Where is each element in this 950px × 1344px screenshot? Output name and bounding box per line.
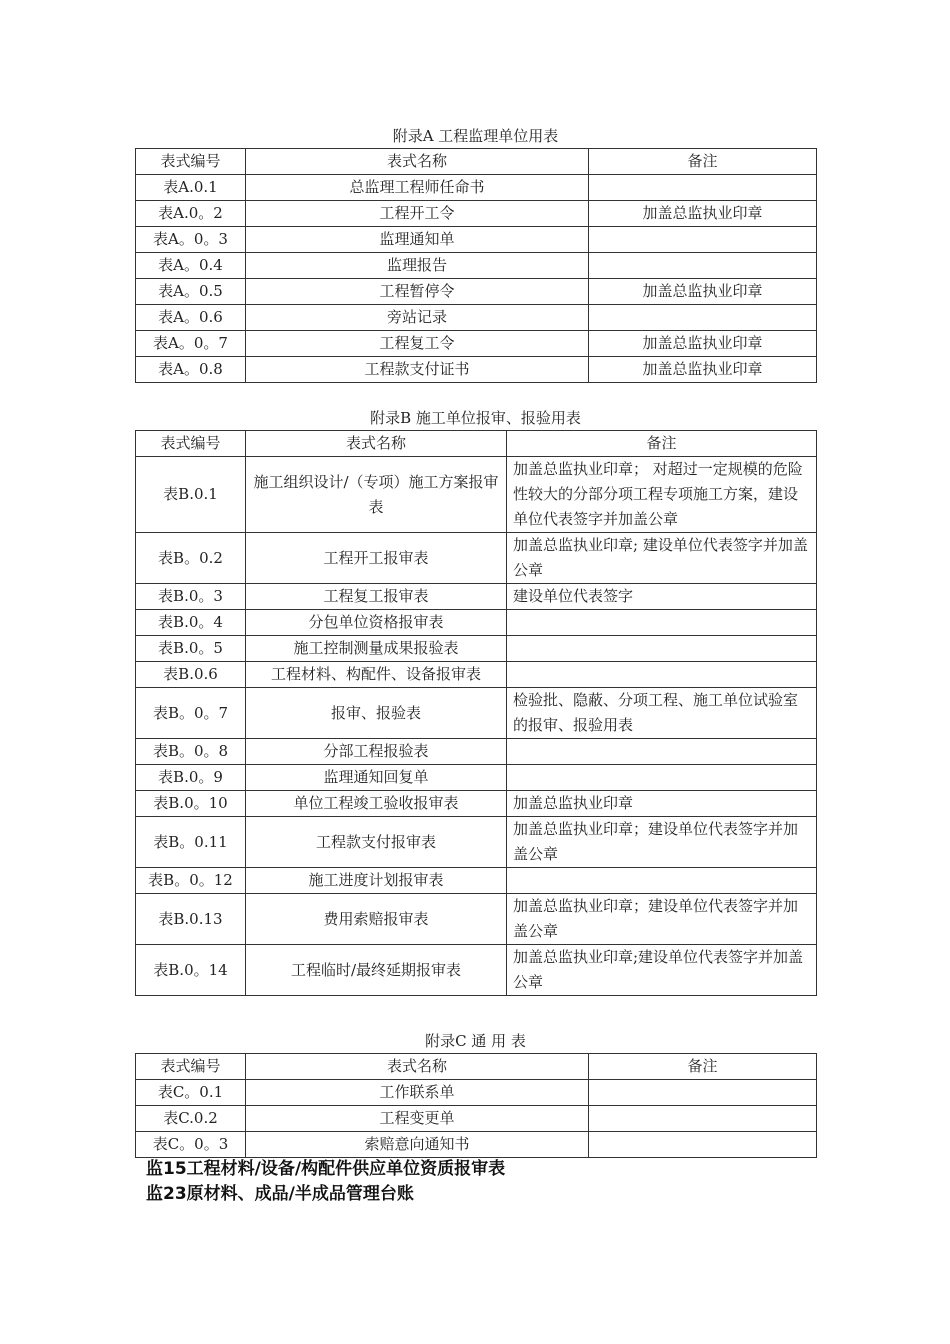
cell-name: 施工控制测量成果报验表 — [246, 636, 507, 662]
cell-code: 表B。0。7 — [136, 688, 246, 739]
cell-name: 工程款支付报审表 — [246, 817, 507, 868]
col-header-name: 表式名称 — [246, 431, 507, 457]
cell-name: 费用索赔报审表 — [246, 894, 507, 945]
cell-name: 工程临时/最终延期报审表 — [246, 945, 507, 996]
table-row — [136, 533, 817, 584]
col-header-note: 备注 — [589, 1054, 817, 1080]
footer-line-1: 监15工程材料/设备/构配件供应单位资质报审表 — [146, 1159, 506, 1179]
cell-note — [589, 1080, 817, 1106]
table-row — [136, 457, 817, 533]
cell-code: 表B.0。9 — [136, 765, 246, 791]
cell-note: 加盖总监执业印章； 对超过一定规模的危险性较大的分部分项工程专项施工方案，建设单位代表签字并加盖公章 — [507, 457, 817, 533]
cell-name: 工作联系单 — [246, 1080, 589, 1106]
cell-code: 表A。0.6 — [136, 305, 246, 331]
col-header-code: 表式编号 — [136, 431, 246, 457]
table-row — [136, 175, 817, 201]
table-header-row — [136, 1054, 817, 1080]
cell-name: 工程材料、构配件、设备报审表 — [246, 662, 507, 688]
cell-name: 报审、报验表 — [246, 688, 507, 739]
table-row — [136, 662, 817, 688]
cell-note — [589, 1132, 817, 1158]
table-row — [136, 765, 817, 791]
cell-name: 工程复工报审表 — [246, 584, 507, 610]
col-header-code: 表式编号 — [136, 1054, 246, 1080]
table-row — [136, 1080, 817, 1106]
cell-code: 表C.0.2 — [136, 1106, 246, 1132]
cell-name: 旁站记录 — [246, 305, 589, 331]
cell-code: 表B.0。14 — [136, 945, 246, 996]
table-header-row — [136, 149, 817, 175]
cell-name: 施工进度计划报审表 — [246, 868, 507, 894]
cell-name: 工程复工令 — [246, 331, 589, 357]
appendix-b — [135, 408, 816, 996]
cell-code: 表B.0.13 — [136, 894, 246, 945]
cell-note — [507, 739, 817, 765]
table-row — [136, 357, 817, 383]
footer-line-2: 监23原材料、成品/半成品管理台账 — [146, 1184, 414, 1204]
cell-note: 加盖总监执业印章 — [589, 357, 817, 383]
table-row — [136, 584, 817, 610]
cell-name: 分包单位资格报审表 — [246, 610, 507, 636]
table-row — [136, 868, 817, 894]
cell-code: 表A.0。2 — [136, 201, 246, 227]
table-row — [136, 791, 817, 817]
appendix-c-table — [135, 1053, 817, 1158]
col-header-code: 表式编号 — [136, 149, 246, 175]
table-row — [136, 894, 817, 945]
cell-code: 表B.0.6 — [136, 662, 246, 688]
cell-note — [589, 1106, 817, 1132]
appendix-c — [135, 1031, 816, 1158]
cell-name: 分部工程报验表 — [246, 739, 507, 765]
cell-name: 施工组织设计/（专项）施工方案报审表 — [246, 457, 507, 533]
cell-code: 表B.0。3 — [136, 584, 246, 610]
cell-name: 监理通知回复单 — [246, 765, 507, 791]
cell-code: 表B。0.11 — [136, 817, 246, 868]
table-row — [136, 1132, 817, 1158]
cell-name: 监理报告 — [246, 253, 589, 279]
cell-note — [589, 253, 817, 279]
cell-name: 索赔意向通知书 — [246, 1132, 589, 1158]
col-header-note: 备注 — [589, 149, 817, 175]
cell-name: 单位工程竣工验收报审表 — [246, 791, 507, 817]
cell-code: 表B.0.1 — [136, 457, 246, 533]
cell-note — [589, 227, 817, 253]
table-row — [136, 253, 817, 279]
cell-name: 工程暂停令 — [246, 279, 589, 305]
cell-note: 加盖总监执业印章; 建设单位代表签字并加盖公章 — [507, 533, 817, 584]
cell-name: 监理通知单 — [246, 227, 589, 253]
col-header-note: 备注 — [507, 431, 817, 457]
cell-note — [507, 765, 817, 791]
table-row — [136, 331, 817, 357]
appendix-c-caption: 附录C 通 用 表 — [425, 1032, 526, 1050]
cell-code: 表B。0.2 — [136, 533, 246, 584]
cell-note: 加盖总监执业印章；建设单位代表签字并加盖公章 — [507, 894, 817, 945]
cell-code: 表A。0。3 — [136, 227, 246, 253]
table-header-row — [136, 431, 817, 457]
cell-code: 表A。0.5 — [136, 279, 246, 305]
table-row — [136, 227, 817, 253]
appendix-c-body — [136, 1080, 817, 1158]
cell-note — [507, 610, 817, 636]
col-header-name: 表式名称 — [246, 1054, 589, 1080]
table-row — [136, 739, 817, 765]
appendix-a-table — [135, 148, 817, 383]
appendix-a-caption: 附录A 工程监理单位用表 — [392, 127, 559, 145]
cell-name: 总监理工程师任命书 — [246, 175, 589, 201]
table-row — [136, 688, 817, 739]
appendix-a — [135, 126, 816, 383]
cell-name: 工程变更单 — [246, 1106, 589, 1132]
cell-note: 加盖总监执业印章 — [589, 201, 817, 227]
cell-note — [507, 662, 817, 688]
cell-code: 表C。0.1 — [136, 1080, 246, 1106]
appendix-a-body — [136, 175, 817, 383]
cell-name: 工程款支付证书 — [246, 357, 589, 383]
cell-note: 加盖总监执业印章 — [589, 279, 817, 305]
table-row — [136, 1106, 817, 1132]
cell-code: 表A。0。7 — [136, 331, 246, 357]
table-row — [136, 945, 817, 996]
appendix-b-caption: 附录B 施工单位报审、报验用表 — [370, 409, 581, 427]
cell-code: 表A.0.1 — [136, 175, 246, 201]
cell-code: 表B。0。8 — [136, 739, 246, 765]
cell-note — [589, 305, 817, 331]
table-row — [136, 279, 817, 305]
table-row — [136, 817, 817, 868]
cell-code: 表B.0。4 — [136, 610, 246, 636]
cell-note: 建设单位代表签字 — [507, 584, 817, 610]
cell-code: 表B。0。12 — [136, 868, 246, 894]
cell-note: 加盖总监执业印章;建设单位代表签字并加盖公章 — [507, 945, 817, 996]
cell-note: 检验批、隐蔽、分项工程、施工单位试验室的报审、报验用表 — [507, 688, 817, 739]
table-row — [136, 305, 817, 331]
cell-note: 加盖总监执业印章 — [507, 791, 817, 817]
cell-code: 表A。0.4 — [136, 253, 246, 279]
cell-note — [507, 636, 817, 662]
cell-code: 表B.0。5 — [136, 636, 246, 662]
table-row — [136, 201, 817, 227]
cell-code: 表B.0。10 — [136, 791, 246, 817]
cell-note — [507, 868, 817, 894]
cell-note — [589, 175, 817, 201]
appendix-b-table — [135, 430, 817, 996]
cell-name: 工程开工令 — [246, 201, 589, 227]
col-header-name: 表式名称 — [246, 149, 589, 175]
appendix-b-body — [136, 457, 817, 996]
cell-name: 工程开工报审表 — [246, 533, 507, 584]
cell-code: 表A。0.8 — [136, 357, 246, 383]
table-row — [136, 636, 817, 662]
cell-note: 加盖总监执业印章；建设单位代表签字并加盖公章 — [507, 817, 817, 868]
table-row — [136, 610, 817, 636]
cell-note: 加盖总监执业印章 — [589, 331, 817, 357]
cell-code: 表C。0。3 — [136, 1132, 246, 1158]
